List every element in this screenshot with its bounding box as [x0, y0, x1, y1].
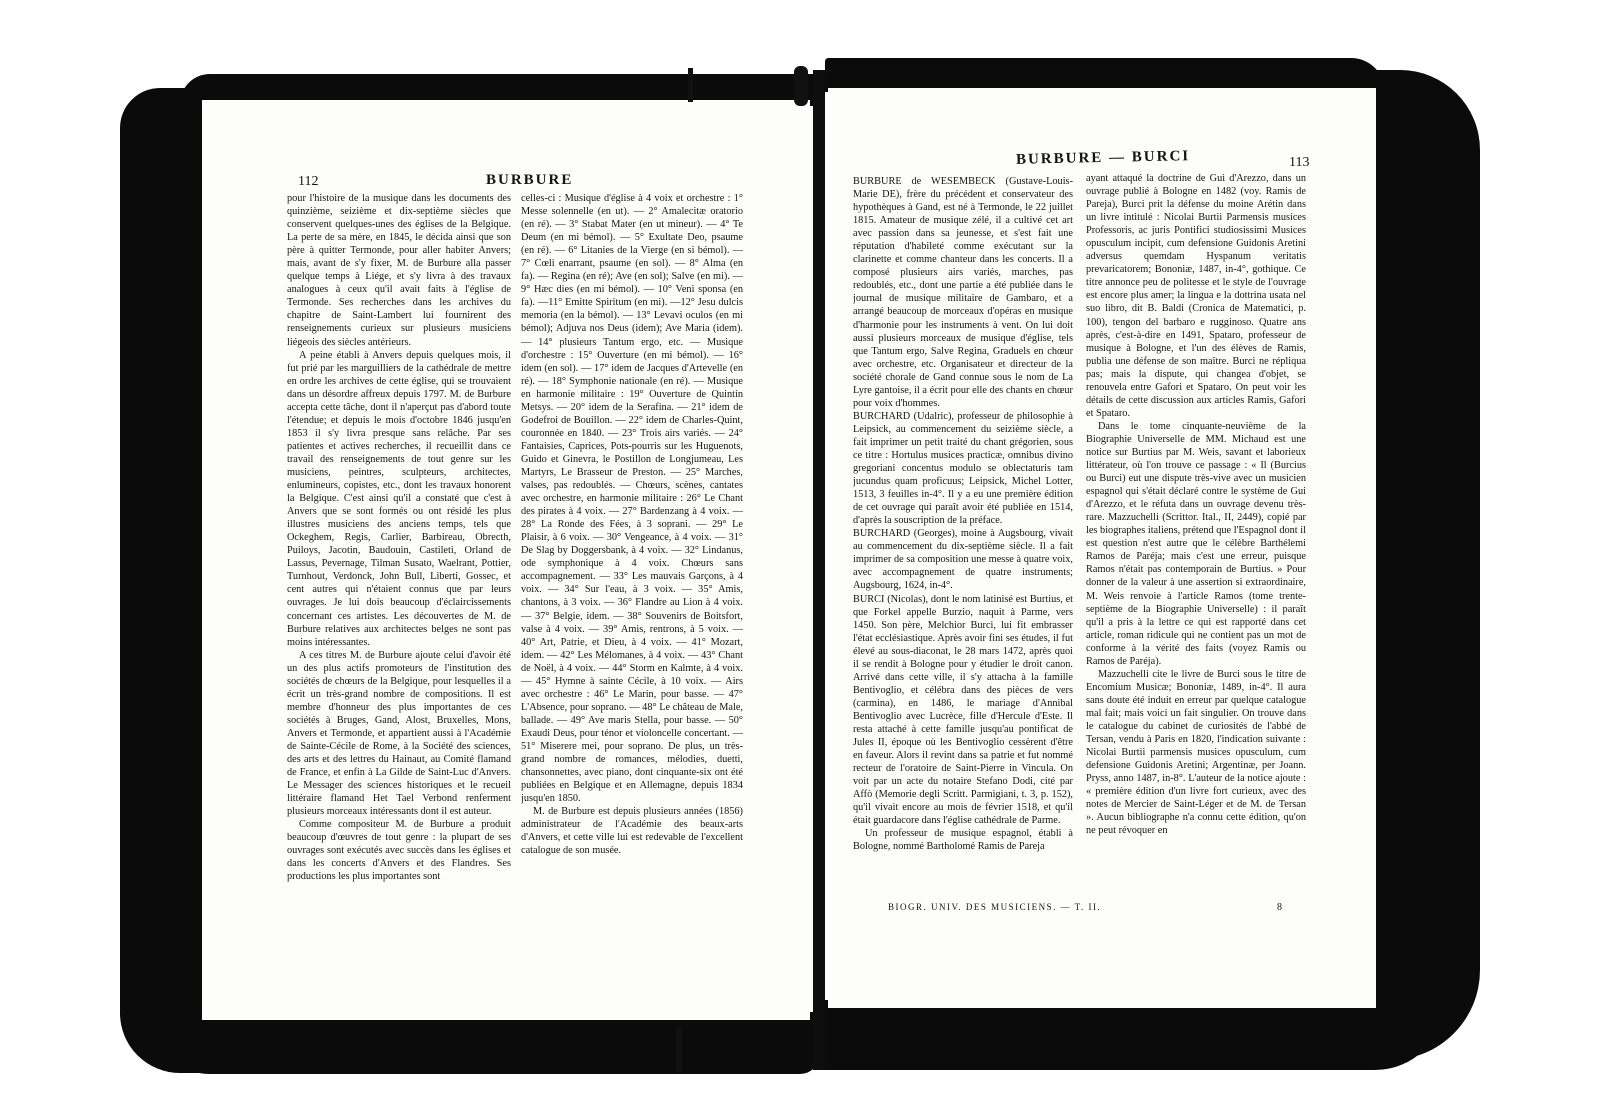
left-page-number: 112	[298, 174, 319, 189]
left-page-column-2	[521, 192, 743, 1022]
right-page-number: 113	[1289, 155, 1310, 170]
scan-border-top-right	[825, 58, 1385, 92]
scan-border-left	[120, 88, 208, 1073]
paragraph: BURBURE de WESEMBECK (Gustave-Louis-Marie DE), frère du précédent et conservateur des hypothèques à Gand, est né à Termonde, le 22 juillet 1815. Amateur de musique zélé, il a cultivé cet art avec passion dans sa jeunesse, et s'est fait une réputation d'habileté comme exécutant sur la clarinette et comme chanteur dans les concerts. Il a composé plusieurs airs variés, marches, pas redoublés, etc., dont une partie a été publiée dans le journal de musique militaire de Gambaro, et a arrangé beaucoup de morceaux d'opéras en musique d'harmonie pour les instruments à vent. On lui doit aussi plusieurs morceaux de musique d'église, tels que Tantum ergo, Salve Regina, Graduels en chœur avec orchestre, etc. Organisateur et directeur de la société chorale de Gand connue sous le nom de La Lyre gantoise, il a écrit pour elle des chants en chœur pour voix d'hommes.	[853, 176, 1073, 409]
bottom-tick	[676, 1028, 682, 1072]
paragraph: ayant attaqué la doctrine de Gui d'Arezzo, dans un ouvrage publié à Bologne en 1482 (voy. Ramis de Pareja), Burci prit la défense du moine Arétin dans un livre intitulé : Nicolai Burtii Parmensis musices Professoris, ac juris Pontifici studiosissimi Musices opusculum incipit, cum defensione Guidonis Aretini adversus quemdam Hyspanum veritatis prevaricatorem; Bononiæ, 1487, in-4°, gothique. Ce titre annonce peu de politesse et le style de l'ouvrage est encore plus amer; la lingua e la dottrina usata nel suo libro, dit B. Baldi (Cronica de Matematici, p. 100), tengon del barbaro e rugginoso. Quatre ans après, c'est-à-dire en 1491, Spataro, professeur de musique à Bologne, et l'un des élèves de Ramis, publia une défense de son maître. Burci ne répliqua pas; mais la dispute, qui changea d'objet, se renouvela entre Gafori et Spataro. On peut voir les détails de cette discussion aux articles Ramis, Gafori et Spataro.	[1086, 173, 1306, 419]
right-page-column-2	[1086, 172, 1306, 894]
scan-border-right	[1370, 70, 1480, 1060]
paragraph: Mazzuchelli cite le livre de Burci sous le titre de Encomium Musicæ; Bononiæ, 1489, in-4°. Il aura sans doute été induit en erreur par quelque catalogue mal fait; mais voici un fait singulier. On trouve dans le catalogue du cabinet de curiosités de l'abbé de Tersan, vendu à Paris en 1820, l'indication suivante : Nicolai Burtii parmensis musices opusculum, cum defensione Guidonis Aretini; Argentinæ, per Joann. Pryss, anno 1487, in-8°. L'auteur de la notice ajoute : « première édition d'un livre fort curieux, avec des notes de Mercier de Saint-Léger et de M. de Tersan ». Aucun bibliographe n'a connu cette édition, qu'on ne peut révoquer en	[1086, 668, 1306, 837]
left-running-head: BURBURE	[486, 172, 574, 188]
right-running-head: BURBURE — BURCI	[1015, 148, 1191, 168]
paragraph: Un professeur de musique espagnol, établi à Bologne, nommé Bartholomé Ramis de Pareja	[853, 828, 1073, 853]
paragraph: Dans le tome cinquante-neuvième de la Biographie Universelle de MM. Michaud est une notice sur Burtius par M. Weis, savant et laborieux littérateur, où l'on trouve ce passage : « Il (Burcius ou Burci) eut une dispute très-vive avec un musicien espagnol qui s'était déclaré contre le système de Gui d'Arezzo, et le réfuta dans un ouvrage devenu très-rare. Mazzuchelli (Scrittor. Ital., II, 2449), copié par les biographes italiens, prétend que l'Espagnol dont il est question n'est autre que le célèbre Barthélemi Ramos de Paréja; mais c'est une erreur, puisque Ramos n'était pas contemporain de Burtius. » Pour donner de la valeur à une assertion si extraordinaire, M. Weis renvoie à l'article Ramos (tome trente-septième de la Biographie Universelle) : il paraît qu'il a pris à la lettre ce qui est rapporté dans cet article, roman ridicule qui ne contient pas un mot de conforme à la vérité des faits (voyez Ramis ou Ramos de Paréja).	[1086, 420, 1306, 667]
left-page-column-1	[287, 192, 511, 1022]
paragraph: Comme compositeur M. de Burbure a produit beaucoup d'œuvres de tout genre : la plupart de ses ouvrages sont exécutés avec succès dans les églises et dans les concerts d'Anvers et des Flandres. Ses productions les plus importantes sont	[287, 819, 511, 883]
paragraph: pour l'histoire de la musique dans les documents des quinzième, seizième et dix-septième siècles que conservent quelques-unes des églises de la Belgique. La perte de sa mère, en 1845, le décida ainsi que son père à quitter Termonde, pour aller habiter Anvers; mais, avant de s'y fixer, M. de Burbure alla passer quelque temps à Liége, et s'y livra à des travaux analogues à ceux qu'il avait faits à l'église de Termonde. Ses recherches dans les archives du chapitre de Saint-Lambert lui fournirent des renseignements curieux sur plusieurs musiciens liégeois des siècles antérieurs.	[287, 193, 511, 348]
paragraph: M. de Burbure est depuis plusieurs années (1856) administrateur de l'Académie des beaux-arts d'Anvers, et cette ville lui est redevable de l'excellent catalogue de son musée.	[521, 806, 743, 857]
paragraph: BURCHARD (Udalric), professeur de philosophie à Leipsick, au commencement du seizième siècle, a fait imprimer un petit traité du chant grégorien, sous ce titre : Hortulus musices practicæ, omnibus divino gregoriani concentus modulo se oblectaturis tam jucundus quam proficuus; Leipsick, Michel Lotter, 1513, 3 feuilles in-4°. Il y a eu une première édition de cet ouvrage qui paraît avoir été publiée en 1514, d'après la souscription de la préface.	[853, 410, 1073, 527]
paragraph: A ces titres M. de Burbure ajoute celui d'avoir été un des plus actifs promoteurs de l'institution des sociétés de chœurs de la Belgique, pour lesquelles il a écrit un très-grand nombre de compositions. Il est membre d'honneur des plus importantes de ces sociétés à Bruges, Gand, Alost, Bruxelles, Mons, Anvers et Termonde, et appartient aussi à l'Académie de Sainte-Cécile de Rome, à la Société des sciences, des arts et des lettres du Hainaut, au Comité flamand de France, et enfin à La Gilde de Saint-Luc d'Anvers. Le Messager des sciences historiques et le recueil littéraire flamand Het Tael Verbond renferment plusieurs morceaux intéressants dont il est auteur.	[287, 649, 511, 818]
paragraph: BURCI (Nicolas), dont le nom latinisé est Burtius, et que Forkel appelle Burzio, naquit à Parme, vers 1450. Son père, Melchior Burci, lui fit embrasser l'état ecclésiastique. Après avoir fini ses études, il fut élevé au sous-diaconat, le 28 mars 1472, après quoi il se rendit à Bologne pour y étudier le droit canon. Arrivé dans cette ville, il s'y attacha à la famille Bentivoglio, et célébra dans des pièces de vers (carmina), en 1486, le mariage d'Annibal Bentivoglio avec Lucrèce, fille d'Hercule d'Este. Il resta attaché à cette famille jusqu'au pontificat de Jules II, époque où les Bentivoglio cessèrent d'être en faveur. Alors il revint dans sa patrie et fut nommé recteur de l'oratoire de Saint-Pierre in Vincula. On voit par un acte du notaire Stefano Dodi, cité par Affò (Memorie degli Scritt. Parmigiani, t. 3, p. 152), qu'il vivait encore au mois de février 1518, et qu'il était guardacore dans l'église cathédrale de Parme.	[853, 593, 1073, 827]
paragraph: A peine établi à Anvers depuis quelques mois, il fut prié par les marguilliers de la cathédrale de mettre en ordre les archives de cette église, qui se trouvaient dans un désordre affreux depuis 1797. M. de Burbure accepta cette tâche, dont il n'aperçut pas d'abord toute l'étendue; et depuis le mois d'octobre 1846 jusqu'en 1853 il s'y livra presque sans relâche. Par ses patientes et actives recherches, il recueillit dans ce travail des renseignements de tout genre sur les musiciens, peintres, sculpteurs, architectes, enlumineurs, copistes, etc., dont les travaux honorent la Belgique. C'est ainsi qu'il a constaté que c'est à Anvers que se sont formés ou ont résidé les plus illustres musiciens des anciens temps, tels que Ockeghem, Regis, Carlier, Barbireau, Obrecth, Puiloys, Jacotin, Baudouin, Castileti, Orland de Lassus, Pevernage, Tilman Susato, Waelrant, Pottier, Turnhout, Verdonck, John Bull, Liberti, Gossec, et cent autres qui n'étaient connus que par leurs ouvrages. Je lui dois beaucoup d'éclaircissements concernant ces artistes. Les découvertes de M. de Burbure relatives aux architectes belges ne sont pas moins intéressantes.	[287, 349, 511, 648]
top-tick-left	[688, 68, 693, 102]
paragraph: celles-ci : Musique d'église à 4 voix et orchestre : 1° Messe solennelle (en ut). — 2° Amalecitæ oratorio (en ré). — 3° Stabat Mater (en ut mineur). — 4° Te Deum (en mi bémol). — 5° Exultate Deo, psaume (en ré). — 6° Litanies de la Vierge (en si bémol). — 7° Cœli enarrant, psaume (en sol). — 8° Alma (en fa). — Regina (en ré); Ave (en sol); Salve (en mi). — 9° Hæc dies (en mi bémol). — 10° Veni sponsa (en fa). —11° Emitte Spiritum (en mi). —12° Jesu dulcis memoria (en la bémol). — 13° Levavi oculos (en mi bémol); Adjuva nos Deus (idem); Ave Maria (idem). — 14° plusieurs Tantum ergo, etc. — Musique d'orchestre : 15° Ouverture (en mi bémol). — 16° idem (en sol). — 17° idem de Jacques d'Artevelle (en ré). — 18° Symphonie nationale (en ré). — Musique en harmonie militaire : 19° Ouverture de Quintin Metsys. — 20° idem de la Serafina. — 21° idem de Godefroi de Bouillon. — 22° idem de Charles-Quint, couronnée en 1840. — 23° Trois airs variés. — 24° Fantaisies, Caprices, Pots-pourris sur les Huguenots, Guido et Ginevra, le Postillon de Longjumeau, Les Martyrs, Le Brasseur de Preston. — 25° Marches, valses, pas redoublés. — Chœurs, scènes, cantates avec orchestre, en harmonie militaire : 26° Le Chant des pirates à 4 voix. — 27° Bardenzang à 4 voix. — 28° La Ronde des Fées, à 3 soprani. — 29° Le Plaisir, à 6 voix. — 30° Vengeance, à 4 voix. — 31° De Slag by Doggersbank, à 4 voix. — 32° Lindanus, ode symphonique à 4 voix. Chœurs sans accompagnement. — 33° Les mauvais Garçons, à 4 voix. — 34° Sur l'eau, à 3 voix. — 35° Amis, chantons, à 3 voix. — 36° Flandre au Lion à 4 voix. — 37° Belgie, idem. — 38° Souvenirs de Boitsfort, valse à 4 voix. — 39° Amis, rentrons, à 5 voix. — 40° Art, Patrie, et Dieu, à 4 voix. — 41° Mozart, idem. — 42° Les Mélomanes, à 4 voix. — 43° Chant de Noël, à 4 voix. — 44° Storm en Kalmte, à 4 voix. — 45° Hymne à sainte Cécile, à 10 voix. — Airs avec orchestre : 46° Le Marin, pour basse. — 47° L'Absence, pour soprano. — 48° Le château de Male, ballade. — 49° Ave maris Stella, pour basse. — 50° Exaudi Deus, pour ténor et violoncelle concertant. — 51° Miserere mei, pour soprano. De plus, un très-grand nombre de romances, mélodies, duetti, chansonnettes, avec piano, dont cinquante-six ont été publiées en Belgique et en Allemagne, depuis 1834 jusqu'en 1850.	[521, 193, 743, 805]
right-page-footer: BIOGR. UNIV. DES MUSICIENS. — T. II.	[888, 902, 1102, 912]
book-spine	[813, 70, 825, 1070]
scan-border-bottom-right	[825, 1000, 1445, 1070]
signature-mark: 8	[1277, 902, 1282, 913]
top-tick-center	[794, 66, 808, 106]
right-page-column-1	[853, 175, 1073, 893]
paragraph: BURCHARD (Georges), moine à Augsbourg, vivait au commencement du dix-septième siècle. Il a fait imprimer de sa composition une messe à quatre voix, avec accompagnement de quatre instruments; Augsbourg, 1624, in-4°.	[853, 528, 1073, 592]
